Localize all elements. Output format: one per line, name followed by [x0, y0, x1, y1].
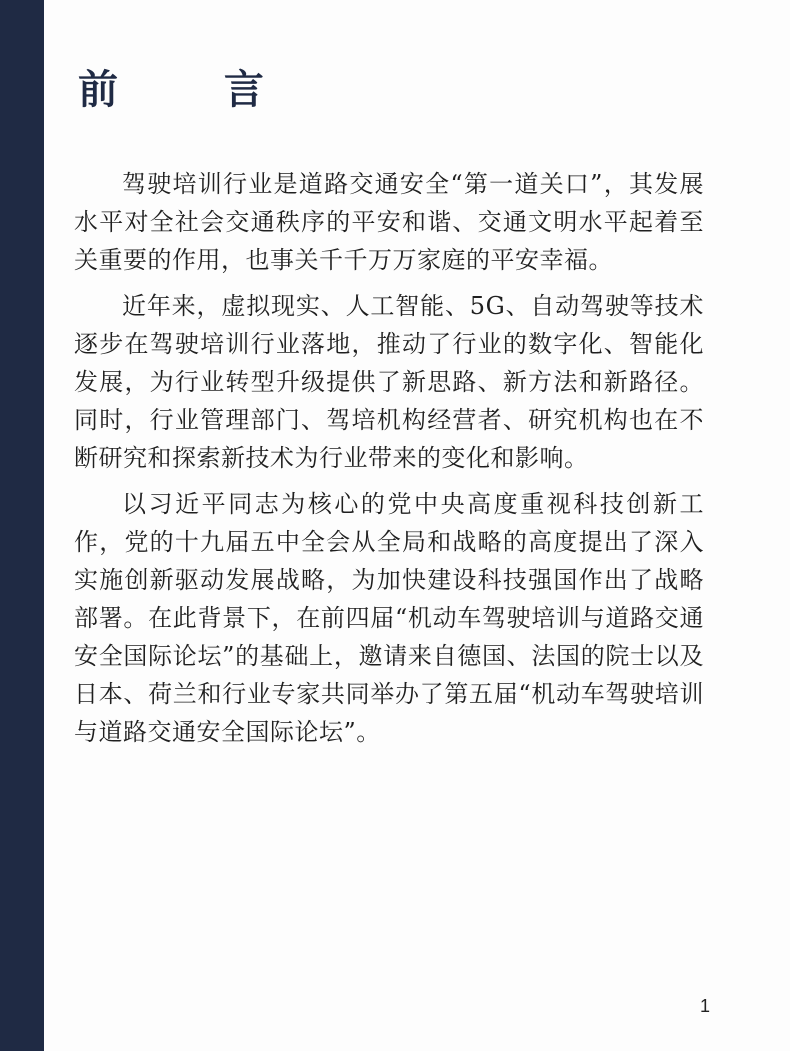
page-title: 前 言: [78, 67, 310, 113]
paragraph-1: 驾驶培训行业是道路交通安全“第一道关口”，其发展水平对全社会交通秩序的平安和谐、交通文明水平起着至关重要的作用，也事关千千万万家庭的平安幸福。: [74, 170, 704, 274]
paragraph-3: 以习近平同志为核心的党中央高度重视科技创新工作，党的十九届五中全会从全局和战略的高度提出了深入实施创新驱动发展战略，为加快建设科技强国作出了战略部署。在此背景下，在前四届“机动车驾驶培训与道路交通安全国际论坛”的基础上，邀请来自德国、法国的院士以及日本、荷兰和行业专家共同举办了第五届“机动车驾驶培训与道路交通安全国际论坛”。: [74, 490, 704, 746]
book-spine-bar: [0, 0, 44, 1051]
body-text: [74, 165, 704, 751]
paragraph-2: 近年来，虚拟现实、人工智能、5G、自动驾驶等技术逐步在驾驶培训行业落地，推动了行业的数字化、智能化发展，为行业转型升级提供了新思路、新方法和新路径。同时，行业管理部门、驾培机构经营者、研究机构也在不断研究和探索新技术为行业带来的变化和影响。: [74, 292, 704, 472]
page-number: 1: [700, 996, 711, 1016]
